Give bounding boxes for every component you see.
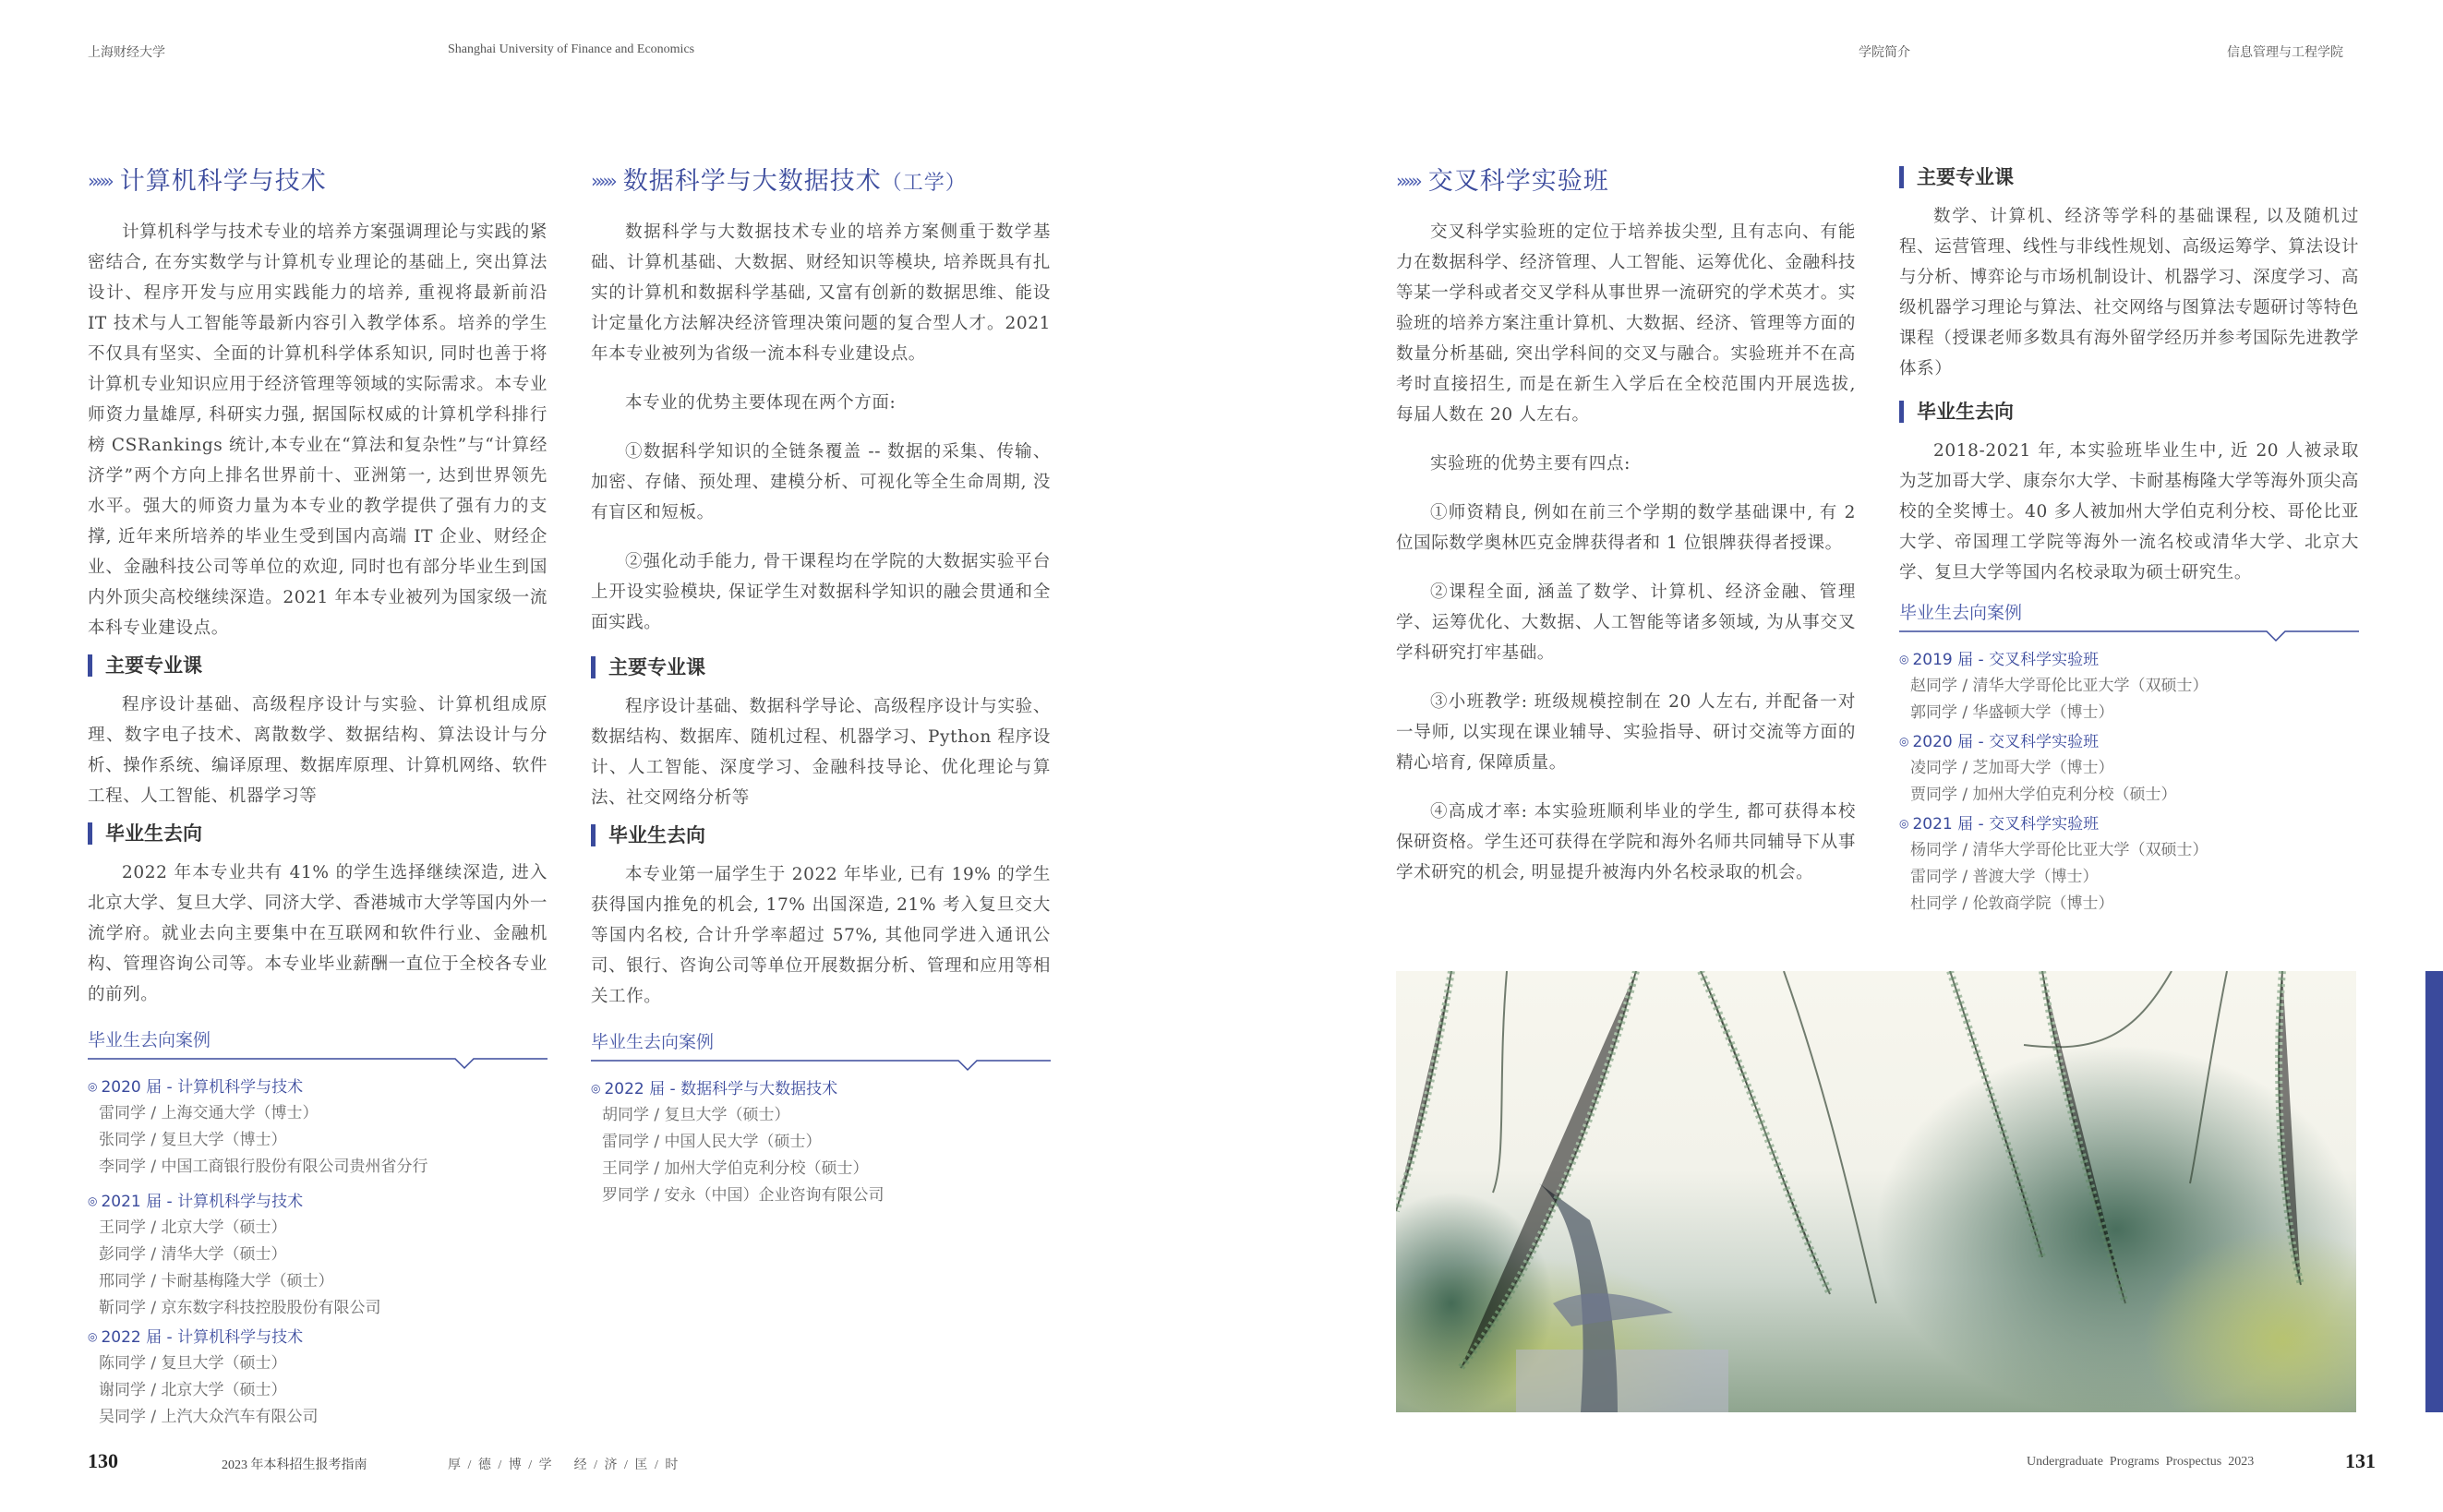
list-item: 邢同学 / 卡耐基梅隆大学（硕士） <box>99 1272 334 1290</box>
case-group <box>88 1324 548 1431</box>
case-group <box>591 1075 1051 1209</box>
ix-title-text: 交叉科学实验班 <box>1427 167 1609 196</box>
ix-courses-heading: 主要专业课 <box>1899 166 2359 188</box>
ds-title <box>591 161 1051 197</box>
case-year-heading: 2021 届 - 计算机科学与技术 <box>101 1193 304 1211</box>
page-number-right: 131 <box>2345 1449 2376 1472</box>
divider-notch <box>88 1057 548 1072</box>
case-year-heading: 2022 届 - 计算机科学与技术 <box>101 1328 304 1347</box>
ix-career-heading: 毕业生去向 <box>1899 401 2359 423</box>
ds-title-suffix: （工学） <box>881 172 967 195</box>
footer-guide-title: 2023 年本科招生报考指南 <box>222 1458 367 1472</box>
ds-advantage-1: ①数据科学知识的全链条覆盖 -- 数据的采集、传输、加密、存储、预处理、建模分析、可视化等全生命周期, 没有盲区和短板。 <box>591 442 1051 522</box>
ds-courses: 程序设计基础、数据科学导论、高级程序设计与实验、数据结构、数据库、随机过程、机器学习、Python 程序设计、人工智能、深度学习、金融科技导论、优化理论与算法、社交网络分析等 <box>591 697 1051 808</box>
cs-career: 2022 年本专业共有 41% 的学生选择继续深造, 进入北京大学、复旦大学、同济大学、香港城市大学等国内外一流学府。就业去向主要集中在互联网和软件行业、金融机构、管理咨询公司等。本专业毕业薪酬一直位于全校各专业的前列。 <box>88 863 548 1004</box>
bullet-icon: ◎ <box>88 1080 98 1093</box>
bullet-icon: ◎ <box>88 1194 98 1207</box>
list-item: 罗同学 / 安永（中国）企业咨询有限公司 <box>602 1186 885 1205</box>
ix-column <box>1396 161 1856 888</box>
ds-column <box>591 161 1051 1209</box>
list-item: 吴同学 / 上汽大众汽车有限公司 <box>99 1408 319 1426</box>
case-group <box>88 1188 548 1322</box>
header-college: 信息管理与工程学院 <box>2227 46 2343 60</box>
case-year-heading: 2019 届 - 交叉科学实验班 <box>1912 651 2100 669</box>
ix-cases-heading: 毕业生去向案例 <box>1899 603 2023 623</box>
bullet-icon: ◎ <box>88 1330 98 1343</box>
accent-bar <box>2425 971 2443 1412</box>
ix-title <box>1396 161 1856 197</box>
chevron-right-icon: »»» <box>591 170 614 192</box>
list-item: 雷同学 / 上海交通大学（博士） <box>99 1104 319 1122</box>
bullet-icon: ◎ <box>591 1082 601 1095</box>
campus-photo <box>1396 971 2356 1412</box>
cs-cases-heading: 毕业生去向案例 <box>88 1030 211 1050</box>
footer-motto: 厚 / 德 / 博 / 学 经 / 济 / 匡 / 时 <box>448 1458 680 1472</box>
bullet-icon: ◎ <box>1899 735 1909 748</box>
list-item: 陈同学 / 复旦大学（硕士） <box>99 1354 287 1373</box>
list-item: 雷同学 / 普渡大学（博士） <box>1910 868 2099 886</box>
ix-career: 2018-2021 年, 本实验班毕业生中, 近 20 人被录取为芝加哥大学、康奈尔大学、卡耐基梅隆大学等海外顶尖高校的全奖博士。40 多人被加州大学伯克利分校、哥伦比亚大学、帝国理工学院等海外一流名校或清华大学、北京大学、复旦大学等国内名校录取为硕士研究生。 <box>1899 441 2359 582</box>
ds-courses-heading: 主要专业课 <box>591 656 1051 678</box>
case-group <box>88 1074 548 1181</box>
ds-career: 本专业第一届学生于 2022 年毕业, 已有 19% 的学生获得国内推免的机会, 17% 出国深造, 21% 考入复旦交大等国内名校, 合计升学率超过 57%, 其他同学进入通讯公司、银行、咨询公司等单位开展数据分析、管理和应用等相关工作。 <box>591 865 1051 1006</box>
ix-intro: 交叉科学实验班的定位于培养拔尖型, 且有志向、有能力在数据科学、经济管理、人工智能、运筹优化、金融科技等某一学科或者交叉学科从事世界一流研究的学术英才。实验班的培养方案注重计算机、大数据、经济、管理等方面的数量分析基础, 突出学科间的交叉与融合。实验班并不在高考时直接招生, 而是在新生入学后在全校范围内开展选拔, 每届人数在 20 人左右。 <box>1396 222 1856 425</box>
case-group <box>1899 646 2359 726</box>
page-number-left: 130 <box>88 1449 118 1472</box>
ix-courses: 数学、计算机、经济等学科的基础课程, 以及随机过程、运营管理、线性与非线性规划、高级运筹学、算法设计与分析、博弈论与市场机制设计、机器学习、深度学习、高级机器学习理论与算法、社交网络与图算法专题研讨等特色课程（授课老师多数具有海外留学经历并参考国际先进教学体系） <box>1899 207 2359 378</box>
divider-notch <box>1899 630 2359 644</box>
list-item: 谢同学 / 北京大学（硕士） <box>99 1381 287 1399</box>
chevron-right-icon: »»» <box>88 170 111 192</box>
list-item: 贾同学 / 加州大学伯克利分校（硕士） <box>1910 786 2177 804</box>
ds-cases-heading: 毕业生去向案例 <box>591 1032 715 1052</box>
list-item: 赵同学 / 清华大学哥伦比亚大学（双硕士） <box>1910 677 2208 695</box>
list-item: 彭同学 / 清华大学（硕士） <box>99 1245 287 1264</box>
list-item: 凌同学 / 芝加哥大学（博士） <box>1910 759 2114 777</box>
cs-title-text: 计算机科学与技术 <box>119 167 327 196</box>
list-item: 李同学 / 中国工商银行股份有限公司贵州省分行 <box>99 1158 428 1176</box>
list-item: 杜同学 / 伦敦商学院（博士） <box>1910 894 2114 913</box>
divider-notch <box>591 1059 1051 1074</box>
list-item: 胡同学 / 复旦大学（硕士） <box>602 1106 790 1124</box>
bullet-icon: ◎ <box>1899 817 1909 830</box>
case-year-heading: 2020 届 - 计算机科学与技术 <box>101 1078 304 1097</box>
ix-column-2 <box>1899 161 2359 918</box>
header-university-en: Shanghai University of Finance and Economics <box>448 42 695 56</box>
ds-advantages-intro: 本专业的优势主要体现在两个方面: <box>625 393 897 413</box>
list-item: 张同学 / 复旦大学（博士） <box>99 1131 287 1149</box>
header-section: 学院简介 <box>1859 46 1910 60</box>
ix-advantages-intro: 实验班的优势主要有四点: <box>1430 454 1631 474</box>
ix-advantage-2: ②课程全面, 涵盖了数学、计算机、经济金融、管理学、运筹优化、大数据、人工智能等诸多领域, 为从事交叉学科研究打牢基础。 <box>1396 582 1856 663</box>
ds-advantage-2: ②强化动手能力, 骨干课程均在学院的大数据实验平台上开设实验模块, 保证学生对数据科学知识的融会贯通和全面实践。 <box>591 552 1051 632</box>
list-item: 靳同学 / 京东数字科技控股股份有限公司 <box>99 1299 381 1317</box>
cs-column <box>88 161 548 1431</box>
cs-intro: 计算机科学与技术专业的培养方案强调理论与实践的紧密结合, 在夯实数学与计算机专业理论的基础上, 突出算法设计、程序开发与应用实践能力的培养, 重视将最新前沿 IT 技术与人工智能等最新内容引入教学体系。培养的学生不仅具有坚实、全面的计算机科学体系知识, 同时也善于将计算机专业知识应用于经济管理等领域的实际需求。本专业师资力量雄厚, 科研实力强, 据国际权威的计算机学科排行榜 CSRankings 统计,本专业在“算法和复杂性”与“计算经济学”两个方向上排名世界前十、亚洲第一, 达到世界领先水平。强大的师资力量为本专业的教学提供了强有力的支撑, 近年来所培养的毕业生受到国内高端 IT 企业、财经企业、金融科技公司等单位的欢迎, 同时也有部分毕业生到国内外顶尖高校继续深造。2021 年本专业被列为国家级一流本科专业建设点。 <box>88 222 548 638</box>
case-year-heading: 2021 届 - 交叉科学实验班 <box>1912 815 2100 834</box>
chevron-right-icon: »»» <box>1396 170 1419 192</box>
ds-intro: 数据科学与大数据技术专业的培养方案侧重于数学基础、计算机基础、大数据、财经知识等模块, 培养既具有扎实的计算机和数据科学基础, 又富有创新的数据思维、能设计定量化方法解决经济管理决策问题的复合型人才。2021 年本专业被列为省级一流本科专业建设点。 <box>591 222 1051 364</box>
cs-courses: 程序设计基础、高级程序设计与实验、计算机组成原理、数字电子技术、离散数学、数据结构、算法设计与分析、操作系统、编译原理、数据库原理、计算机网络、软件工程、人工智能、机器学习等 <box>88 695 548 806</box>
list-item: 王同学 / 加州大学伯克利分校（硕士） <box>602 1159 869 1178</box>
ds-title-text: 数据科学与大数据技术 <box>622 167 882 196</box>
cs-title <box>88 161 548 197</box>
header-university-cn: 上海财经大学 <box>88 46 165 60</box>
ds-career-heading: 毕业生去向 <box>591 824 1051 846</box>
bullet-icon: ◎ <box>1899 653 1909 666</box>
ix-advantage-1: ①师资精良, 例如在前三个学期的数学基础课中, 有 2 位国际数学奥林匹克金牌获得者和 1 位银牌获得者授课。 <box>1396 503 1857 553</box>
list-item: 郭同学 / 华盛顿大学（博士） <box>1910 703 2114 722</box>
list-item: 杨同学 / 清华大学哥伦比亚大学（双硕士） <box>1910 841 2208 859</box>
case-group <box>1899 810 2359 918</box>
case-group <box>1899 728 2359 809</box>
list-item: 雷同学 / 中国人民大学（硕士） <box>602 1133 822 1151</box>
list-item: 王同学 / 北京大学（硕士） <box>99 1218 287 1237</box>
case-year-heading: 2022 届 - 数据科学与大数据技术 <box>604 1080 838 1098</box>
ix-advantage-4: ④高成才率: 本实验班顺利毕业的学生, 都可获得本校保研资格。学生还可获得在学院和海外名师共同辅导下从事学术研究的机会, 明显提升被海内外名校录取的机会。 <box>1396 802 1856 882</box>
footer-prospectus-en: Undergraduate Programs Prospectus 2023 <box>2027 1455 2255 1469</box>
cs-career-heading: 毕业生去向 <box>88 822 548 845</box>
cs-courses-heading: 主要专业课 <box>88 654 548 677</box>
ix-advantage-3: ③小班教学: 班级规模控制在 20 人左右, 并配备一对一导师, 以实现在课业辅导、实验指导、研讨交流等方面的精心培育, 保障质量。 <box>1396 692 1856 773</box>
case-year-heading: 2020 届 - 交叉科学实验班 <box>1912 733 2100 751</box>
